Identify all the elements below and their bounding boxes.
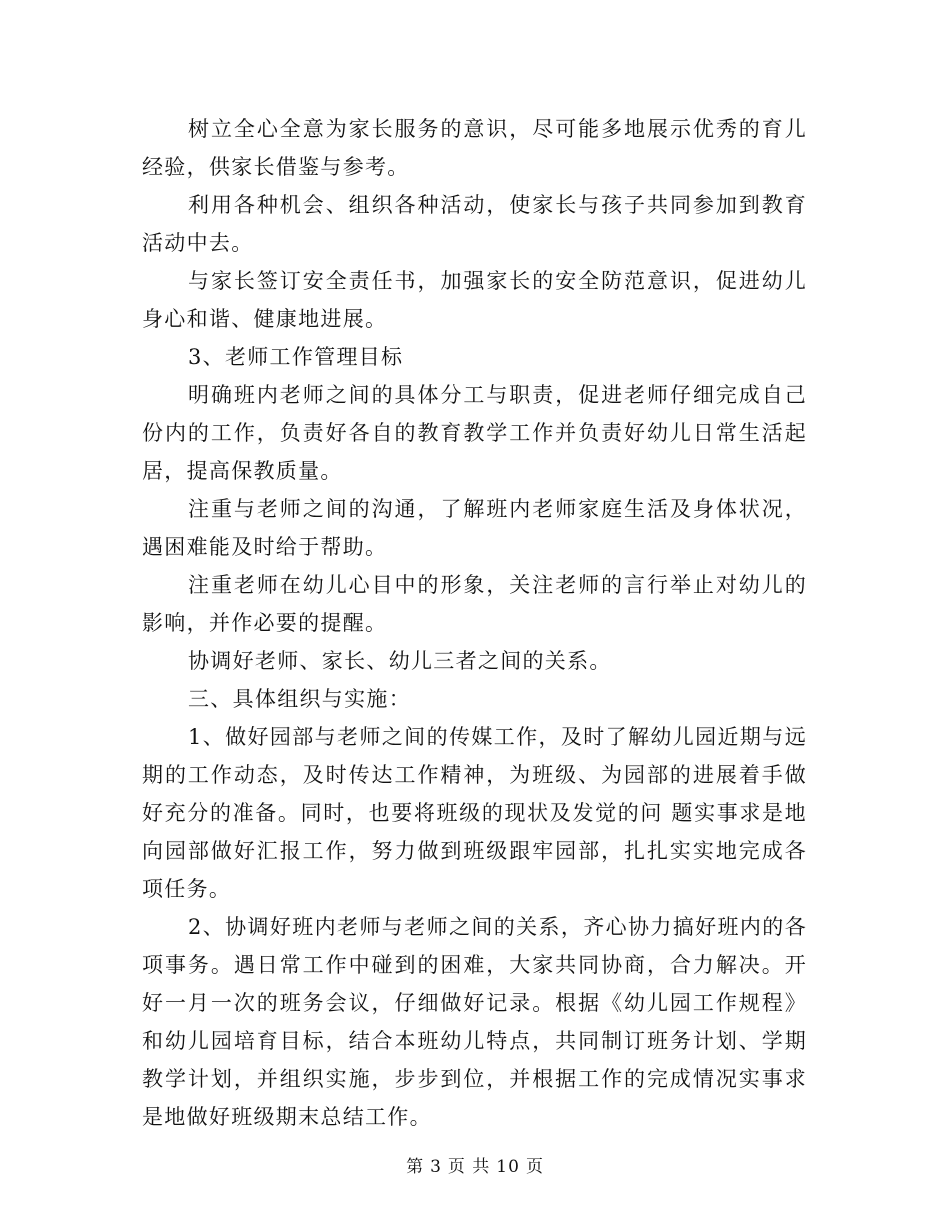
footer-total-pages: 10	[496, 1157, 520, 1177]
paragraph-7: 注重老师在幼儿心目中的形象，关注老师的言行举止对幼儿的影响，并作必要的提醒。	[142, 573, 807, 635]
footer-middle: 页 共	[447, 1157, 491, 1177]
paragraph-5: 明确班内老师之间的具体分工与职责，促进老师仔细完成自己份内的工作，负责好各自的教育教学工作并负责好幼儿日常生活起居，提高保教质量。	[142, 383, 807, 483]
document-body	[142, 110, 807, 1136]
paragraph-2: 利用各种机会、组织各种活动，使家长与孩子共同参加到教育活动中去。	[142, 193, 807, 255]
page-footer	[0, 1152, 950, 1177]
paragraph-1: 树立全心全意为家长服务的意识，尽可能多地展示优秀的育儿经验，供家长借鉴与参考。	[142, 117, 807, 179]
paragraph-3: 与家长签订安全责任书，加强家长的安全防范意识，促进幼儿身心和谐、健康地进展。	[142, 269, 807, 331]
paragraph-8: 协调好老师、家长、幼儿三者之间的关系。	[188, 649, 612, 673]
paragraph-6: 注重与老师之间的沟通，了解班内老师家庭生活及身体状况，遇困难能及时给于帮助。	[142, 497, 807, 559]
section-heading-implementation: 三、具体组织与实施：	[188, 687, 411, 711]
footer-prefix: 第	[406, 1157, 425, 1177]
section-heading-teacher-management: 3、老师工作管理目标	[188, 345, 404, 369]
footer-current-page: 3	[430, 1157, 442, 1177]
paragraph-11: 2、协调好班内老师与老师之间的关系，齐心协力搞好班内的各项事务。遇日常工作中碰到的困难，大家共同协商，合力解决。开好一月一次的班务会议，仔细做好记录。根据《幼儿园工作规程》和幼儿园培育目标，结合本班幼儿特点，共同制订班务计划、学期教学计划，并组织实施，步步到位，并根据工作的完成情况实事求是地做好班级期末总结工作。	[142, 915, 807, 1129]
footer-suffix: 页	[525, 1157, 544, 1177]
paragraph-10: 1、做好园部与老师之间的传媒工作，及时了解幼儿园近期与远期的工作动态，及时传达工作精神，为班级、为园部的进展着手做好充分的准备。同时，也要将班级的现状及发觉的问 题实事求是地向园部做好汇报工作，努力做到班级跟牢园部，扎扎实实地完成各项任务。	[142, 725, 807, 901]
